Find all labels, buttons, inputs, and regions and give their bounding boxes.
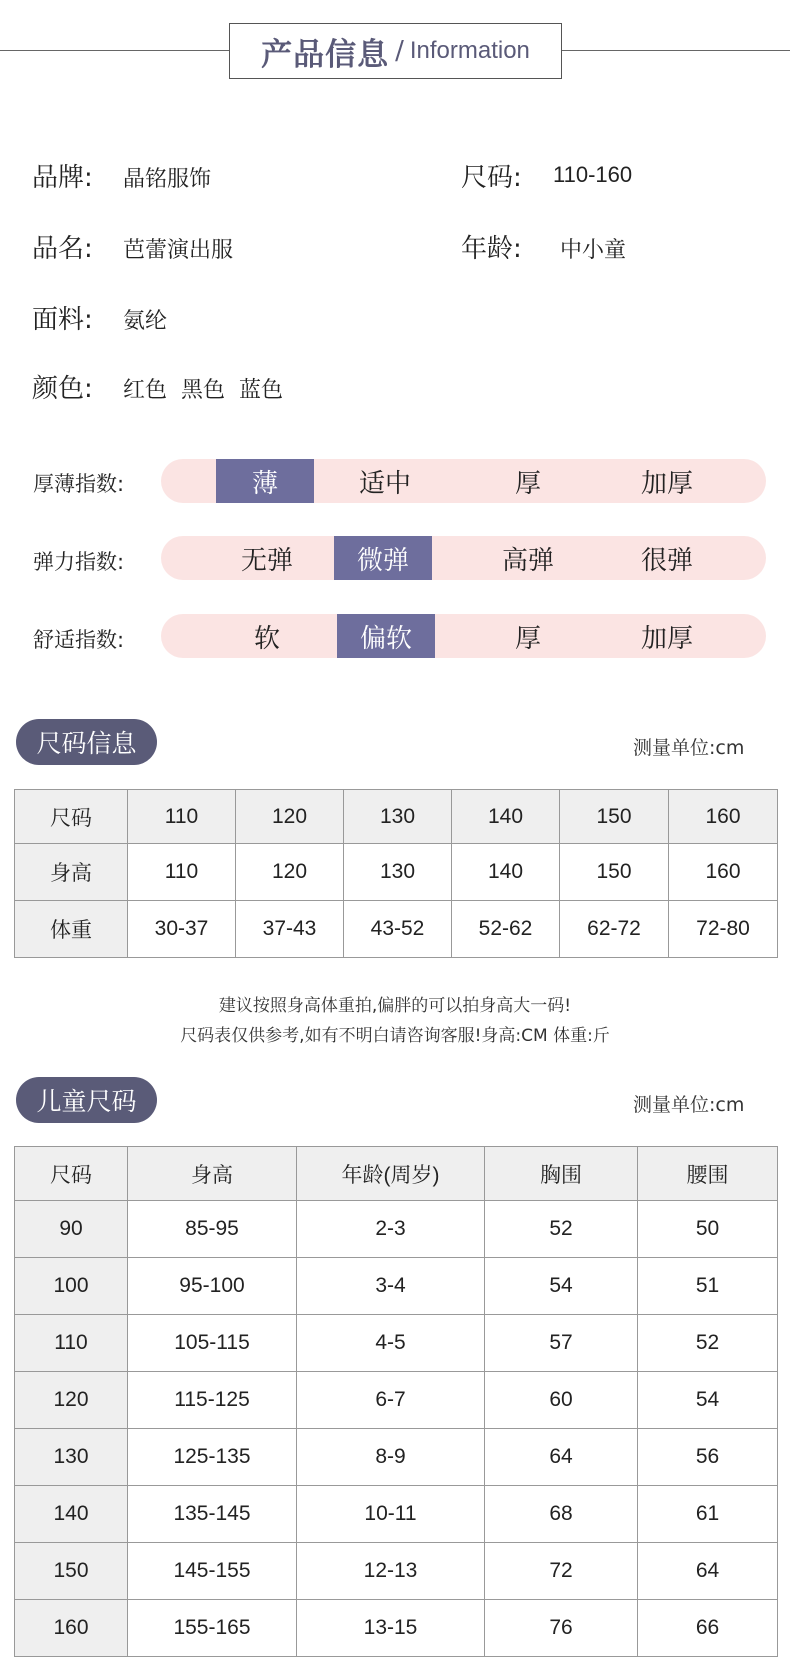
table-cell: 72: [485, 1543, 638, 1600]
table-cell: 43-52: [344, 901, 452, 958]
size-note-line2: 尺码表仅供参考,如有不明白请咨询客服!身高:CM 体重:斤: [180, 1026, 610, 1046]
table-row: [15, 1258, 778, 1315]
table-row: [15, 1429, 778, 1486]
table-row: [15, 1372, 778, 1429]
elasticity-option: 高弹: [501, 545, 554, 576]
thickness-index-label: 厚薄指数:: [33, 472, 125, 496]
table-cell: 10-11: [297, 1486, 485, 1543]
brand-value: 晶铭服饰: [123, 167, 212, 192]
table-cell: 52-62: [452, 901, 560, 958]
table-cell: 130: [344, 844, 452, 901]
table-header-row: [15, 1147, 778, 1201]
table-row: [15, 1315, 778, 1372]
table-cell: 64: [638, 1543, 778, 1600]
table-cell: 150: [560, 790, 669, 844]
fabric-label: 面料:: [32, 305, 93, 335]
table-cell: 30-37: [128, 901, 236, 958]
table-cell: 135-145: [128, 1486, 297, 1543]
color-value: 红色 黑色 蓝色: [123, 378, 283, 403]
table-cell: 110: [128, 790, 236, 844]
elasticity-option: 无弹: [240, 545, 293, 576]
comfort-option: 偏软: [337, 614, 435, 658]
brand-label: 品牌:: [32, 163, 93, 193]
age-value: 中小童: [560, 238, 627, 263]
table-cell: 61: [638, 1486, 778, 1543]
section-title-box: [229, 23, 562, 79]
size-note-line1: 建议按照身高体重拍,偏胖的可以拍身高大一码!: [218, 996, 572, 1016]
table-header-cell: 尺码: [15, 1147, 128, 1201]
table-cell: 115-125: [128, 1372, 297, 1429]
table-cell: 90: [15, 1201, 128, 1258]
table-cell: 56: [638, 1429, 778, 1486]
table-header-cell: 身高: [128, 1147, 297, 1201]
table-cell: 140: [452, 790, 560, 844]
table-cell: 身高: [15, 844, 128, 901]
table-cell: 51: [638, 1258, 778, 1315]
title-en: Information: [409, 37, 530, 64]
header-line-right: [562, 50, 790, 51]
elasticity-index-bar: [161, 536, 766, 580]
thickness-option: 适中: [358, 468, 411, 499]
kids-size-title: 儿童尺码: [16, 1077, 157, 1123]
table-cell: 4-5: [297, 1315, 485, 1372]
table-cell: 150: [560, 844, 669, 901]
size-info-title: 尺码信息: [16, 719, 157, 765]
size-info-table: [14, 789, 778, 958]
thickness-option: 加厚: [640, 468, 693, 499]
table-cell: 155-165: [128, 1600, 297, 1657]
thickness-option: 薄: [216, 459, 314, 503]
thickness-index-bar: [161, 459, 766, 503]
table-cell: 150: [15, 1543, 128, 1600]
comfort-index-bar: [161, 614, 766, 658]
table-cell: 105-115: [128, 1315, 297, 1372]
size-value: 110-160: [553, 162, 633, 187]
table-cell: 8-9: [297, 1429, 485, 1486]
table-header-cell: 腰围: [638, 1147, 778, 1201]
table-cell: 60: [485, 1372, 638, 1429]
age-label: 年龄:: [461, 234, 522, 264]
table-cell: 68: [485, 1486, 638, 1543]
table-cell: 160: [669, 844, 778, 901]
fabric-value: 氨纶: [123, 309, 168, 334]
table-cell: 6-7: [297, 1372, 485, 1429]
table-cell: 尺码: [15, 790, 128, 844]
table-cell: 76: [485, 1600, 638, 1657]
title-separator: /: [395, 36, 404, 66]
table-cell: 54: [485, 1258, 638, 1315]
table-header-cell: 胸围: [485, 1147, 638, 1201]
table-row: [15, 1600, 778, 1657]
table-cell: 12-13: [297, 1543, 485, 1600]
table-cell: 120: [236, 844, 344, 901]
table-row: [15, 1201, 778, 1258]
table-cell: 120: [15, 1372, 128, 1429]
comfort-index-label: 舒适指数:: [33, 628, 125, 652]
table-cell: 52: [485, 1201, 638, 1258]
name-label: 品名:: [32, 234, 93, 264]
size-label: 尺码:: [461, 163, 522, 193]
table-cell: 145-155: [128, 1543, 297, 1600]
size-info-unit: 测量单位:cm: [633, 737, 745, 759]
table-cell: 62-72: [560, 901, 669, 958]
table-cell: 体重: [15, 901, 128, 958]
table-row: [15, 790, 778, 844]
table-cell: 3-4: [297, 1258, 485, 1315]
elasticity-option: 很弹: [640, 545, 693, 576]
table-cell: 52: [638, 1315, 778, 1372]
table-cell: 100: [15, 1258, 128, 1315]
name-value: 芭蕾演出服: [123, 238, 234, 263]
table-cell: 37-43: [236, 901, 344, 958]
table-cell: 125-135: [128, 1429, 297, 1486]
kids-size-unit: 测量单位:cm: [633, 1094, 745, 1116]
table-cell: 140: [15, 1486, 128, 1543]
table-cell: 140: [452, 844, 560, 901]
table-row: [15, 844, 778, 901]
table-row: [15, 1543, 778, 1600]
header-line-left: [0, 50, 229, 51]
table-cell: 95-100: [128, 1258, 297, 1315]
table-cell: 50: [638, 1201, 778, 1258]
table-cell: 64: [485, 1429, 638, 1486]
table-row: [15, 1486, 778, 1543]
table-cell: 130: [344, 790, 452, 844]
color-label: 颜色:: [32, 374, 93, 404]
table-cell: 54: [638, 1372, 778, 1429]
kids-size-table: [14, 1146, 778, 1657]
comfort-option: 软: [253, 623, 280, 654]
elasticity-index-label: 弹力指数:: [33, 550, 125, 574]
table-cell: 160: [15, 1600, 128, 1657]
comfort-option: 加厚: [640, 623, 693, 654]
table-cell: 110: [128, 844, 236, 901]
table-cell: 66: [638, 1600, 778, 1657]
thickness-option: 厚: [514, 468, 541, 499]
title-cn: 产品信息: [261, 36, 390, 73]
table-header-cell: 年龄(周岁): [297, 1147, 485, 1201]
table-cell: 85-95: [128, 1201, 297, 1258]
comfort-option: 厚: [514, 623, 541, 654]
table-cell: 2-3: [297, 1201, 485, 1258]
table-cell: 130: [15, 1429, 128, 1486]
table-cell: 13-15: [297, 1600, 485, 1657]
table-cell: 57: [485, 1315, 638, 1372]
table-row: [15, 901, 778, 958]
table-cell: 160: [669, 790, 778, 844]
table-cell: 110: [15, 1315, 128, 1372]
table-cell: 120: [236, 790, 344, 844]
elasticity-option: 微弹: [334, 536, 432, 580]
table-cell: 72-80: [669, 901, 778, 958]
